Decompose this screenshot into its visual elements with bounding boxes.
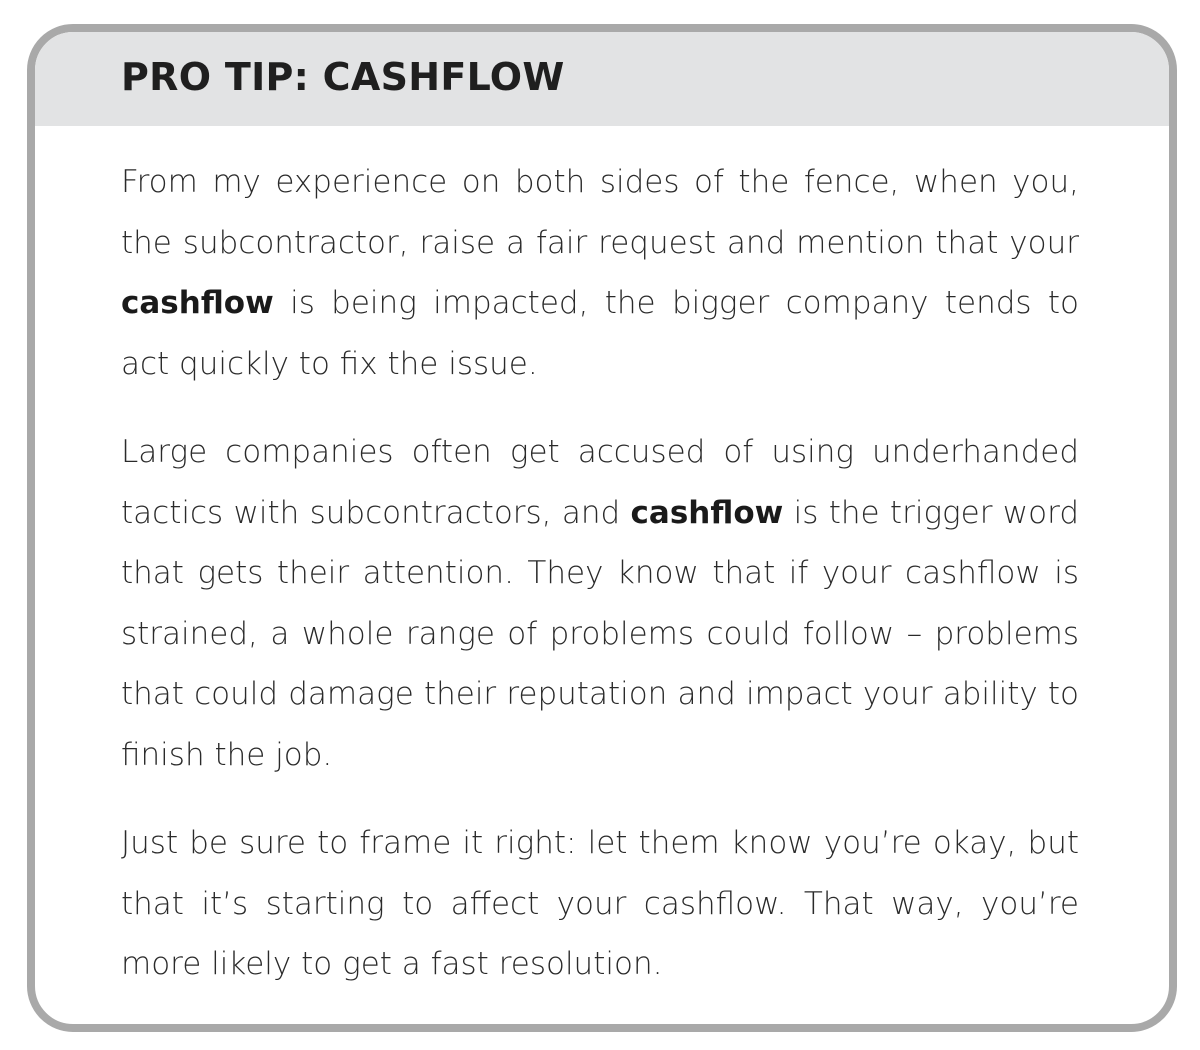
tip-paragraph-3 — [121, 813, 1079, 995]
paragraph-1-rest: is being impacted, the bigger company tends to act quickly to fix the issue. — [121, 285, 1079, 382]
paragraph-3-text: Just be sure to frame it right: let them know you’re okay, but that it’s starting to affect your cashflow. That way, you’re more likely to get a fast resolution. — [121, 825, 1079, 982]
paragraph-1-intro: From my experience on both sides of the fence, when you, the subcontractor, raise a fair request and mention that your — [121, 164, 1079, 261]
tip-body — [121, 152, 1079, 995]
tip-paragraph-2 — [121, 422, 1079, 785]
pro-tip-box — [27, 24, 1177, 1032]
paragraph-2-rest: is the trigger word that gets their attention. They know that if your cashflow is strained, a whole range of problems could follow – problems that could damage their reputation and impact your ability to finish the job. — [121, 494, 1080, 773]
tip-header — [35, 32, 1169, 126]
keyword-cashflow-2: cashflow — [630, 494, 784, 531]
paragraph-2-intro: Large companies often get accused of using underhanded tactics with subcontractors, and — [121, 434, 1079, 531]
tip-title: PRO TIP: CASHFLOW — [121, 55, 565, 99]
keyword-cashflow-1: cashflow — [121, 285, 274, 321]
tip-paragraph-1 — [121, 152, 1079, 394]
